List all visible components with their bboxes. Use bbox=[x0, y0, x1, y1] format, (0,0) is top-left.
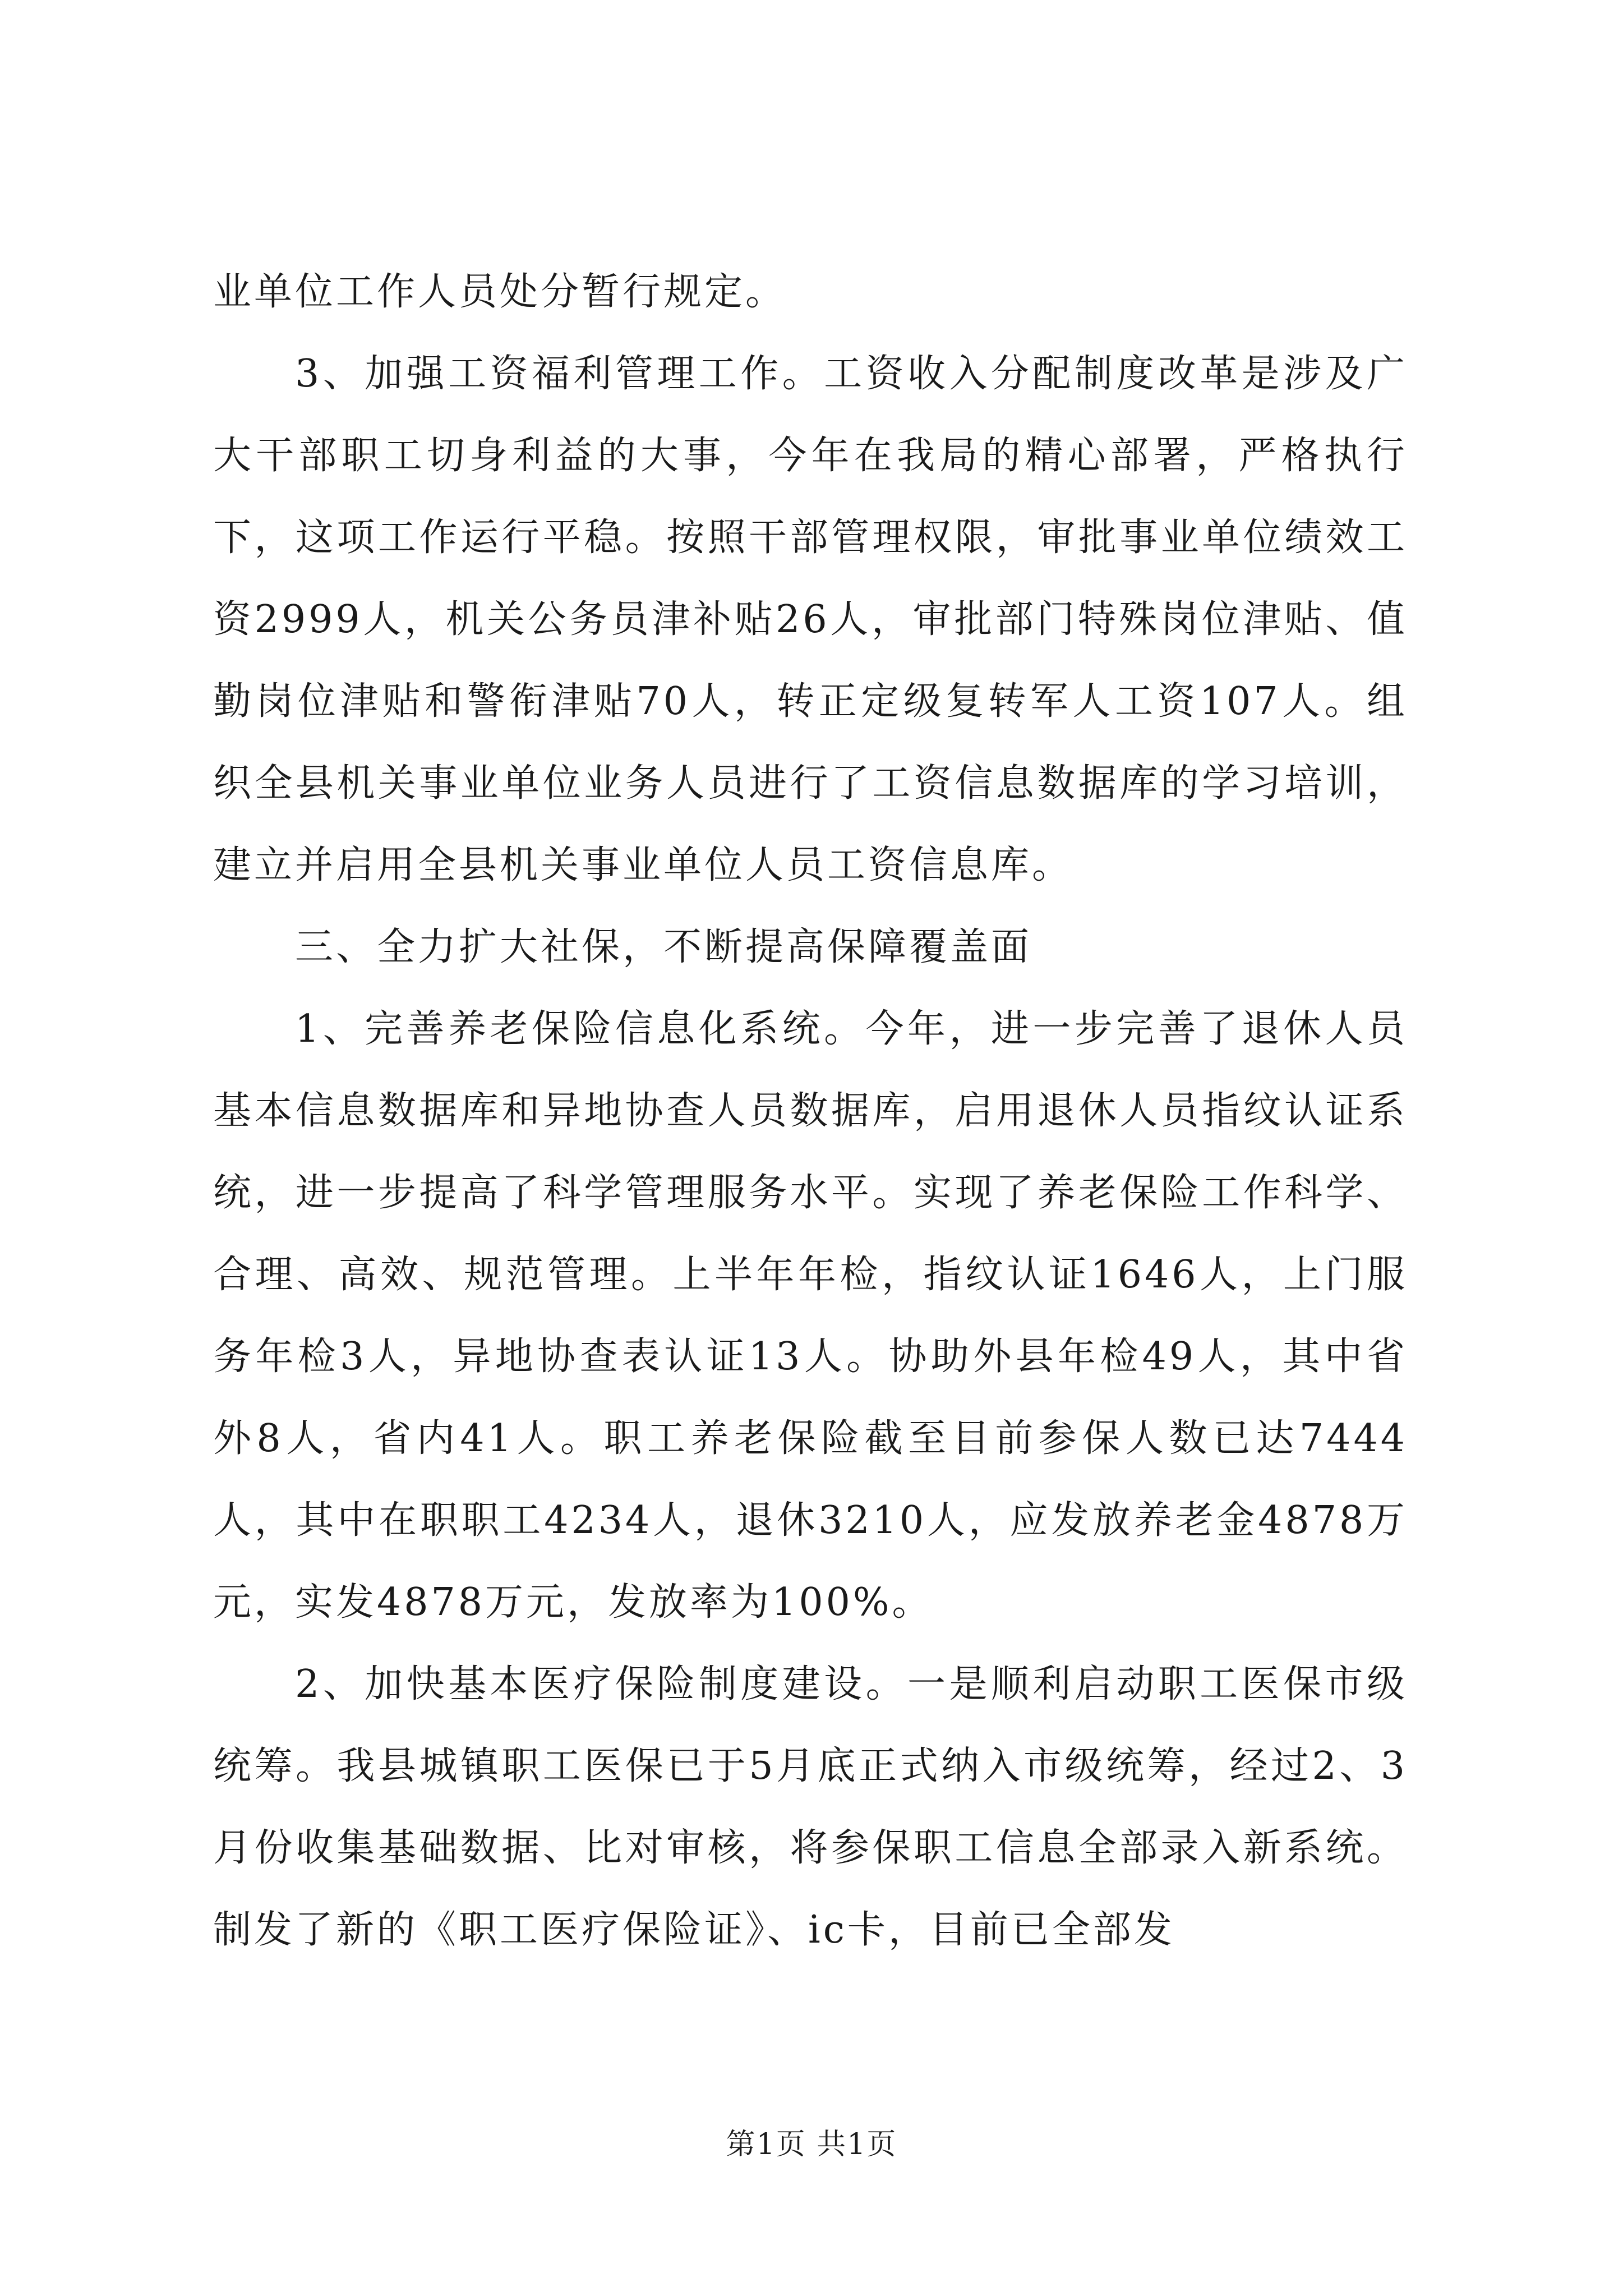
paragraph-wage-welfare: 3、加强工资福利管理工作。工资收入分配制度改革是涉及广大干部职工切身利益的大事，今年在我局的精心部署，严格执行下，这项工作运行平稳。按照干部管理权限，审批事业单位绩效工资2999人，机关公务员津补贴26人，审批部门特殊岗位津贴、值勤岗位津贴和警衔津贴70人，转正定级复转军人工资107人。组织全县机关事业单位业务人员进行了工资信息数据库的学习培训，建立并启用全县机关事业单位人员工资信息库。 bbox=[213, 352, 1408, 887]
page-footer: 第1页 共1页 bbox=[726, 2128, 897, 2161]
paragraph-medical-insurance: 2、加快基本医疗保险制度建设。一是顺利启动职工医保市级统筹。我县城镇职工医保已于5月底正式纳入市级统筹，经过2、3月份收集基础数据、比对审核，将参保职工信息全部录入新系统。制发了新的《职工医疗保险证》、ic卡，目前已全部发 bbox=[213, 1662, 1408, 1952]
paragraph-continuation: 业单位工作人员处分暂行规定。 bbox=[213, 270, 787, 314]
document-body bbox=[213, 251, 1408, 1971]
paragraph-pension-system: 1、完善养老保险信息化系统。今年，进一步完善了退休人员基本信息数据库和异地协查人员数据库，启用退休人员指纹认证系统，进一步提高了科学管理服务水平。实现了养老保险工作科学、合理、高效、规范管理。上半年年检，指纹认证1646人，上门服务年检3人，异地协查表认证13人。协助外县年检49人，其中省外8人，省内41人。职工养老保险截至目前参保人数已达7444人，其中在职职工4234人，退休3210人，应发放养老金4878万元，实发4878万元，发放率为100%。 bbox=[213, 1007, 1408, 1625]
section-heading-social-security: 三、全力扩大社保，不断提高保障覆盖面 bbox=[295, 925, 1032, 969]
